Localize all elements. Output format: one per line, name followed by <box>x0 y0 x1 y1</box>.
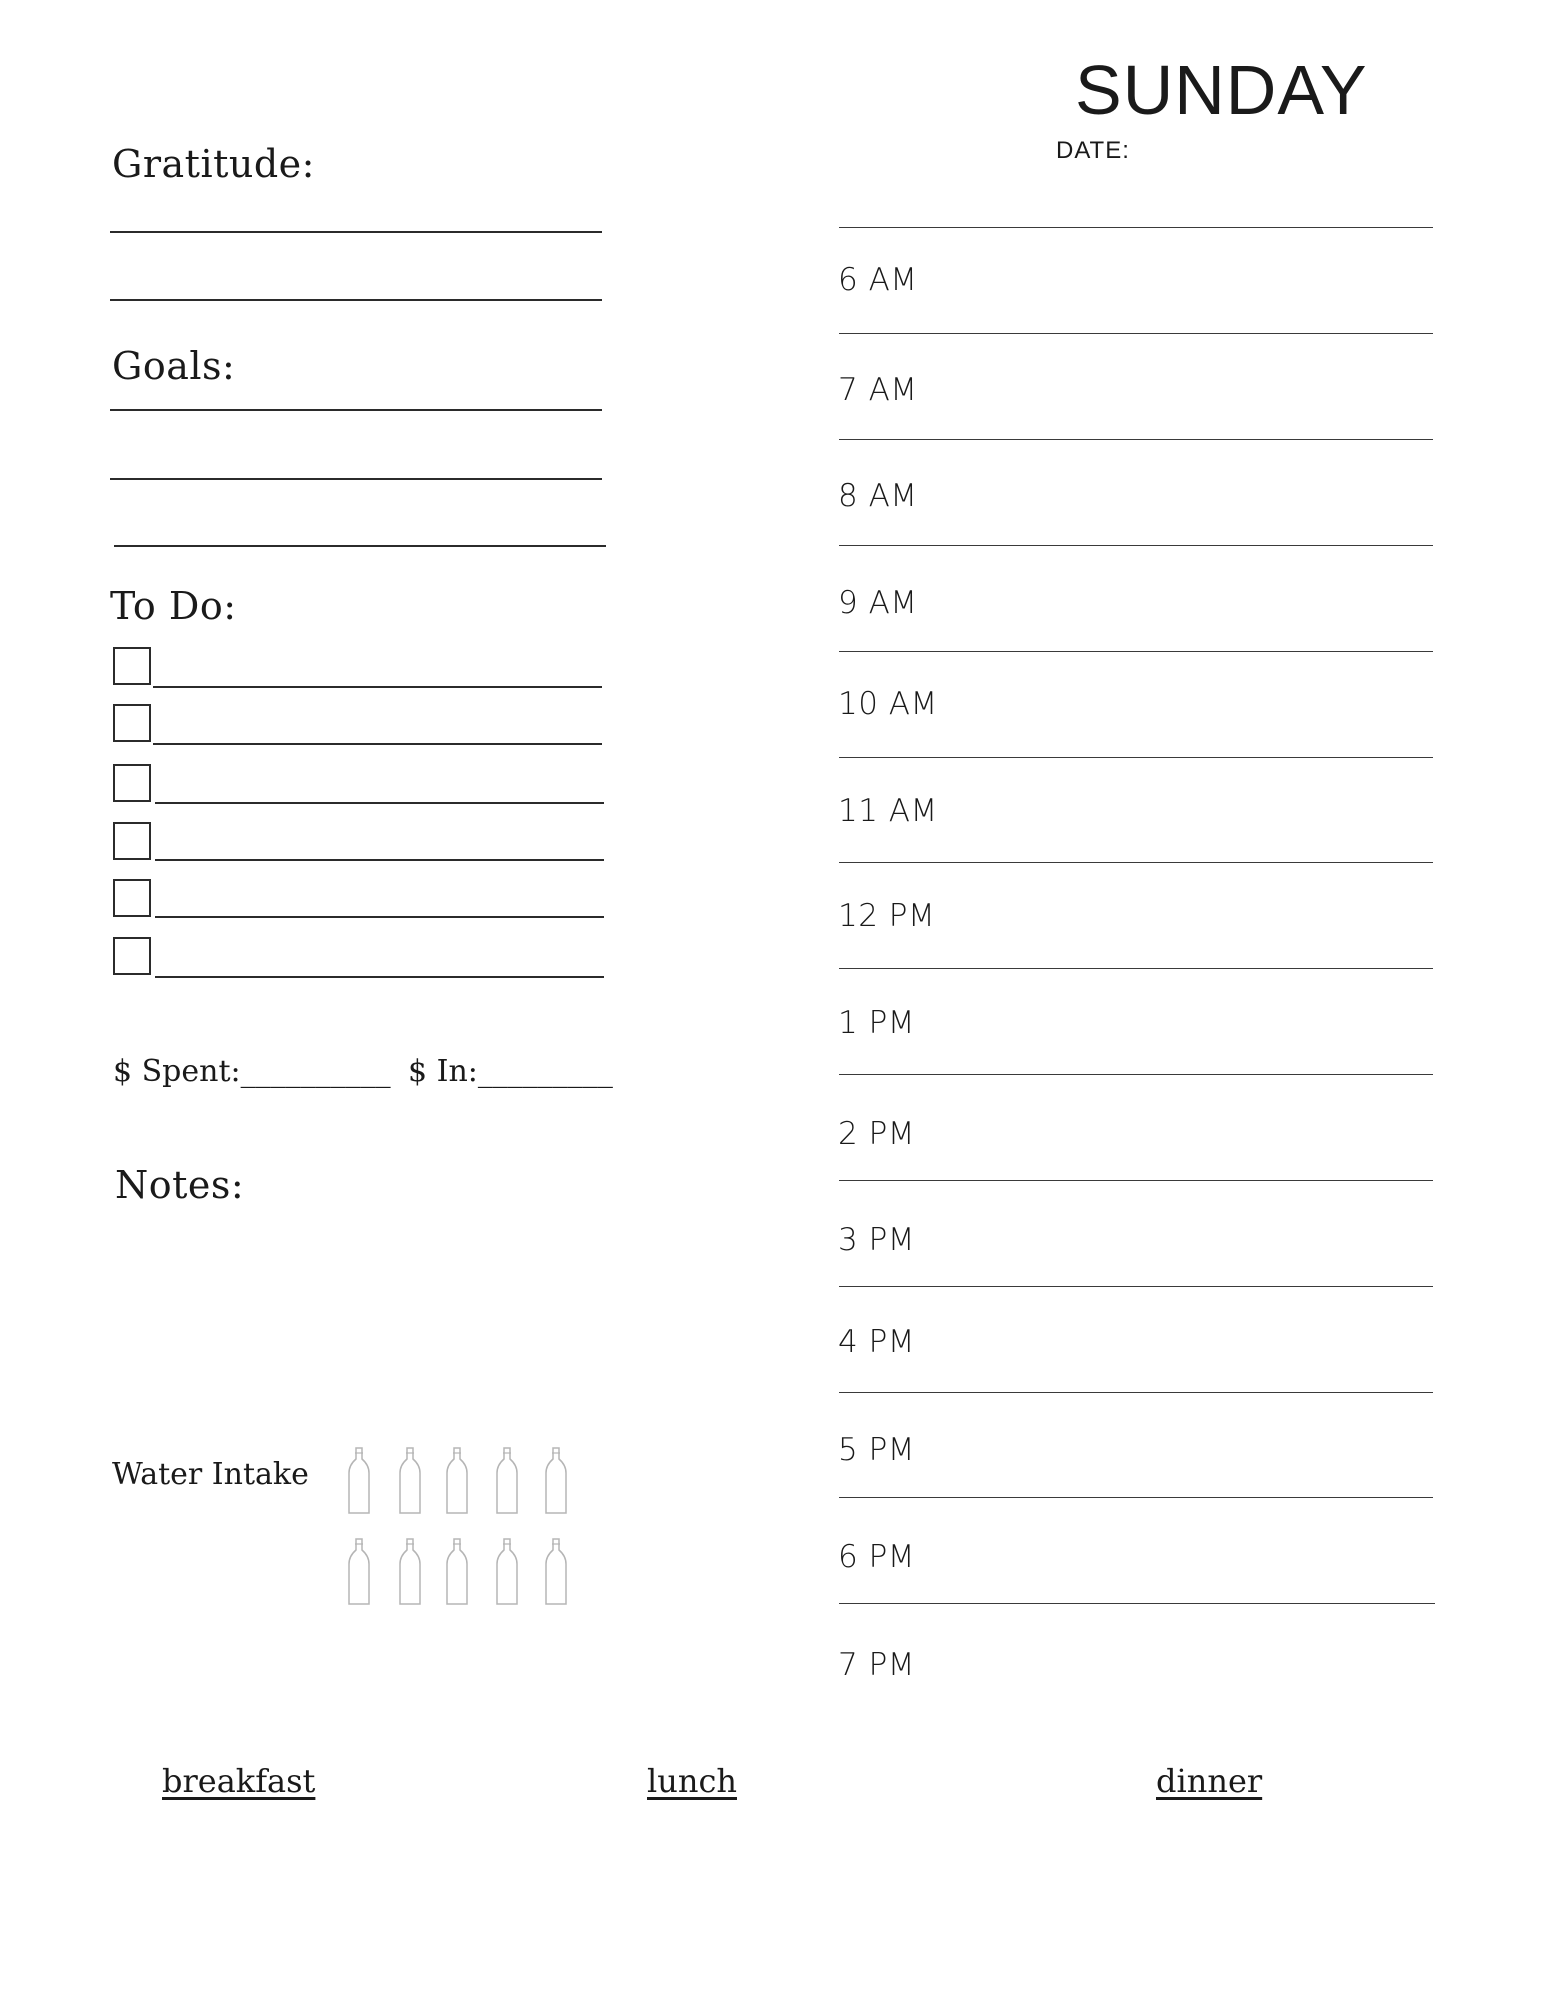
checkbox-icon[interactable] <box>113 879 151 917</box>
schedule-line[interactable] <box>839 545 1433 546</box>
time-slot-label: 6 PM <box>838 1539 916 1575</box>
time-slot-label: 12 PM <box>838 898 936 934</box>
goals-line[interactable] <box>110 409 602 411</box>
breakfast-label[interactable]: breakfast <box>162 1762 316 1800</box>
todo-line[interactable] <box>155 916 604 918</box>
time-slot-label: 7 AM <box>838 372 918 408</box>
water-bottle-icon[interactable] <box>348 1538 370 1606</box>
date-label: DATE: <box>1056 137 1130 164</box>
water-intake-label: Water Intake <box>112 1457 309 1492</box>
schedule-line[interactable] <box>839 1286 1433 1287</box>
schedule-line[interactable] <box>839 757 1433 758</box>
todo-heading: To Do: <box>110 584 237 628</box>
time-slot-label: 10 AM <box>838 686 938 722</box>
schedule-line[interactable] <box>839 439 1433 440</box>
water-bottle-icon[interactable] <box>348 1447 370 1515</box>
todo-line[interactable] <box>153 686 602 688</box>
todo-line[interactable] <box>155 976 604 978</box>
checkbox-icon[interactable] <box>113 704 151 742</box>
schedule-line[interactable] <box>839 862 1433 863</box>
schedule-line[interactable] <box>839 1497 1433 1498</box>
goals-heading: Goals: <box>112 344 236 388</box>
schedule-line[interactable] <box>839 1180 1433 1181</box>
water-bottle-icon[interactable] <box>446 1447 468 1515</box>
schedule-line[interactable] <box>839 968 1433 969</box>
water-bottle-icon[interactable] <box>399 1538 421 1606</box>
income-field[interactable]: $ In:_________ <box>408 1054 613 1089</box>
water-bottle-icon[interactable] <box>446 1538 468 1606</box>
spent-field[interactable]: $ Spent:__________ <box>113 1054 391 1089</box>
time-slot-label: 1 PM <box>838 1005 916 1041</box>
time-slot-label: 4 PM <box>838 1324 916 1360</box>
gratitude-line[interactable] <box>110 231 602 233</box>
checkbox-icon[interactable] <box>113 764 151 802</box>
schedule-line[interactable] <box>839 1603 1435 1604</box>
water-bottle-icon[interactable] <box>496 1538 518 1606</box>
schedule-line[interactable] <box>839 1392 1433 1393</box>
dinner-label[interactable]: dinner <box>1156 1762 1263 1800</box>
checkbox-icon[interactable] <box>113 822 151 860</box>
water-bottle-icon[interactable] <box>399 1447 421 1515</box>
todo-line[interactable] <box>155 802 604 804</box>
time-slot-label: 9 AM <box>838 585 918 621</box>
todo-line[interactable] <box>155 859 604 861</box>
lunch-label[interactable]: lunch <box>647 1762 737 1800</box>
checkbox-icon[interactable] <box>113 647 151 685</box>
time-slot-label: 5 PM <box>838 1432 916 1468</box>
checkbox-icon[interactable] <box>113 937 151 975</box>
water-bottle-icon[interactable] <box>496 1447 518 1515</box>
todo-line[interactable] <box>153 743 602 745</box>
goals-line[interactable] <box>114 545 606 547</box>
schedule-line <box>839 227 1433 228</box>
day-title: SUNDAY <box>1075 51 1368 129</box>
time-slot-label: 7 PM <box>838 1647 916 1683</box>
gratitude-line[interactable] <box>110 299 602 301</box>
time-slot-label: 6 AM <box>838 262 918 298</box>
water-bottle-icon[interactable] <box>545 1447 567 1515</box>
schedule-line[interactable] <box>839 1074 1433 1075</box>
water-bottle-icon[interactable] <box>545 1538 567 1606</box>
time-slot-label: 2 PM <box>838 1116 916 1152</box>
time-slot-label: 11 AM <box>838 793 938 829</box>
schedule-line[interactable] <box>839 651 1433 652</box>
schedule-line[interactable] <box>839 333 1433 334</box>
goals-line[interactable] <box>110 478 602 480</box>
notes-heading: Notes: <box>115 1163 245 1207</box>
time-slot-label: 8 AM <box>838 478 918 514</box>
gratitude-heading: Gratitude: <box>112 142 315 186</box>
time-slot-label: 3 PM <box>838 1222 916 1258</box>
